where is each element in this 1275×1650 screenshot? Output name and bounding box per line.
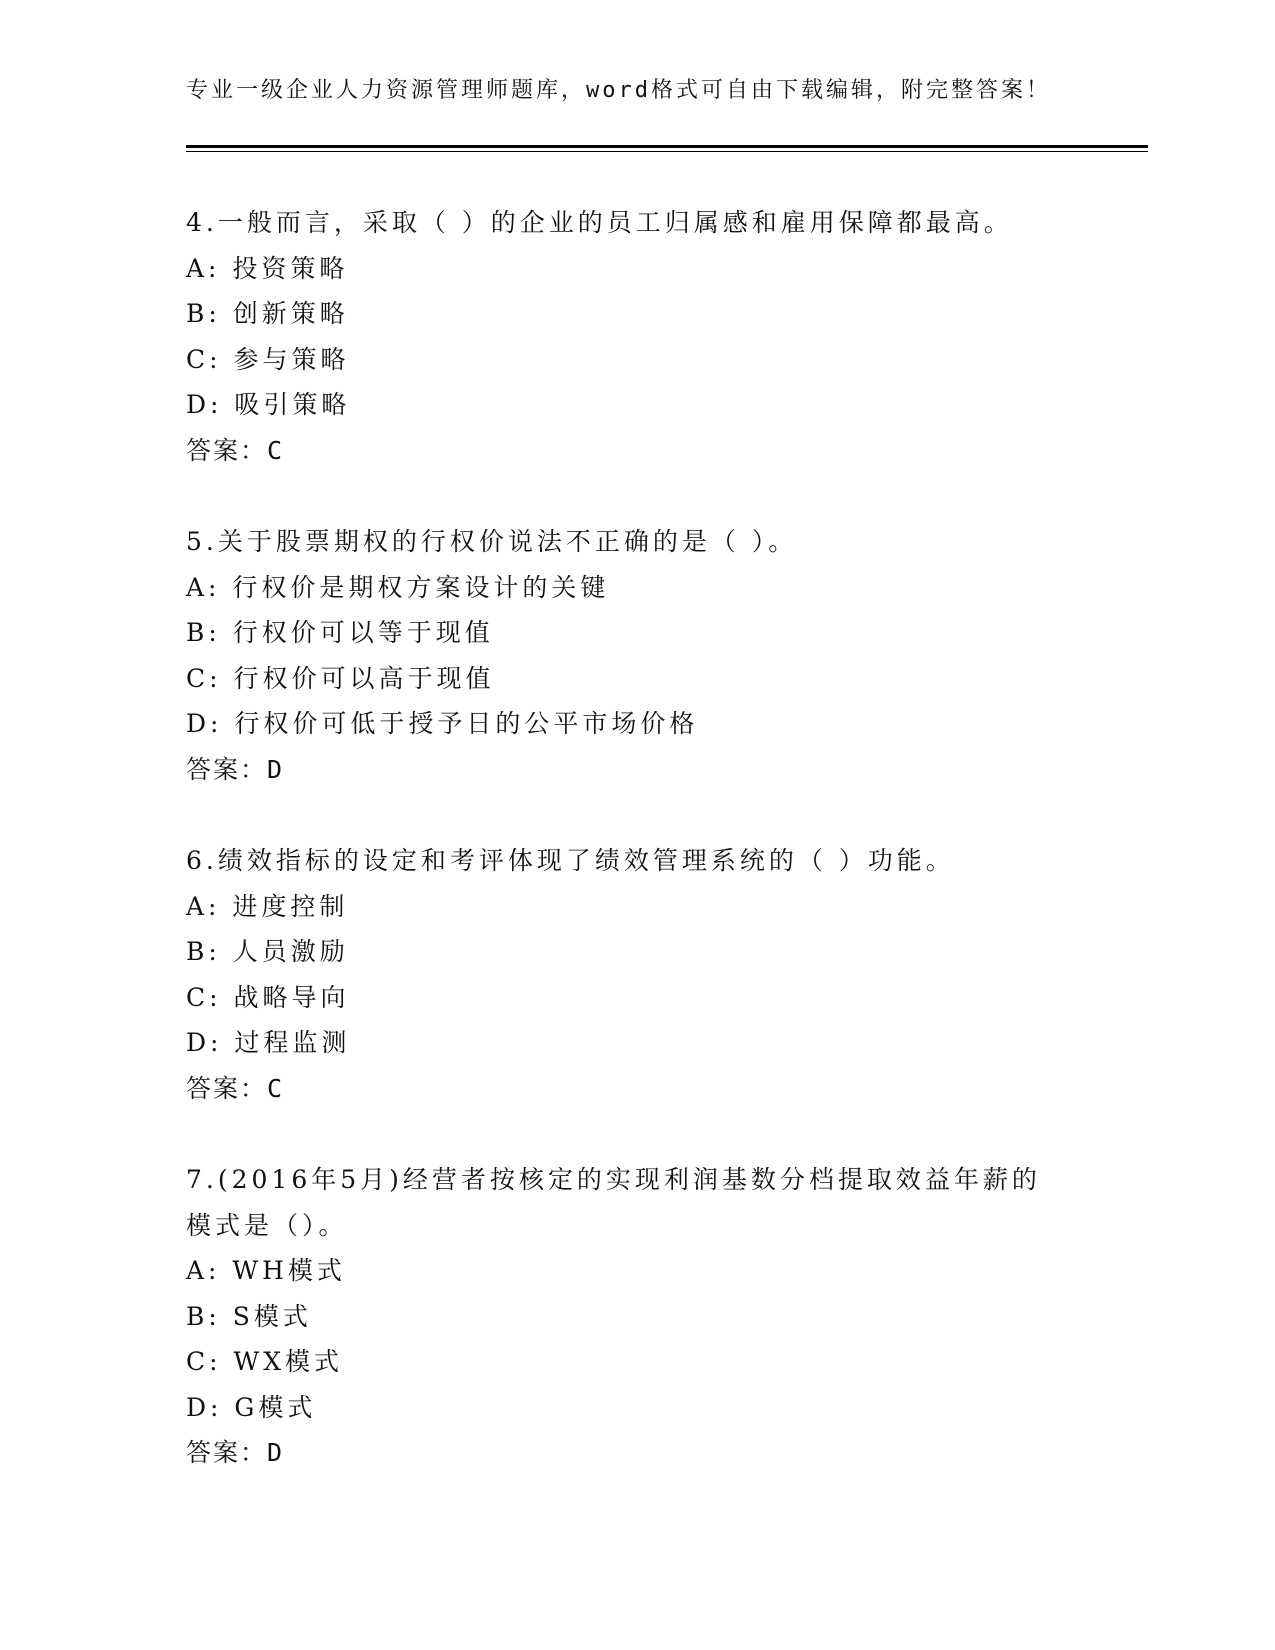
- question-title: 5.关于股票期权的行权价说法不正确的是（ ）。: [186, 527, 798, 556]
- answer-line: [186, 747, 1086, 793]
- header-divider-thin: [186, 151, 1148, 152]
- answer-value: D: [267, 1438, 285, 1467]
- answer-label: 答案：: [186, 435, 268, 465]
- option-c: C: 战略导向: [186, 982, 350, 1012]
- question-item: [186, 519, 1086, 792]
- answer-label: 答案：: [186, 754, 268, 784]
- option-d: D: 吸引策略: [186, 390, 351, 419]
- question-title: 7.(2016年5月)经营者按核定的实现利润基数分档提取效益年薪的模式是（）。: [186, 1165, 1041, 1240]
- question-title: 4.一般而言，采取（ ）的企业的员工归属感和雇用保障都最高。: [186, 208, 1013, 237]
- answer-line: [186, 428, 1086, 474]
- answer-label: 答案：: [186, 1438, 268, 1467]
- option-c: C: WX模式: [186, 1347, 343, 1376]
- option-a: A: 进度控制: [186, 891, 349, 921]
- answer-line: [186, 1066, 1086, 1112]
- option-d: D: G模式: [186, 1392, 317, 1422]
- question-item: [186, 200, 1086, 473]
- option-a: A: 行权价是期权方案设计的关键: [186, 572, 610, 602]
- header-divider-thick: [186, 145, 1148, 148]
- question-item: [186, 838, 1086, 1111]
- answer-line: [186, 1430, 1086, 1476]
- option-d: D: 行权价可低于授予日的公平市场价格: [186, 709, 699, 738]
- page-header-text: 专业一级企业人力资源管理师题库，word格式可自由下载编辑，附完整答案！: [186, 78, 1051, 103]
- option-b: B: 人员激励: [186, 937, 349, 966]
- answer-value: C: [267, 1073, 285, 1103]
- option-c: C: 行权价可以高于现值: [186, 663, 495, 693]
- option-a: A: 投资策略: [186, 253, 349, 283]
- option-b: B: S模式: [186, 1301, 312, 1331]
- question-title: 6.绩效指标的设定和考评体现了绩效管理系统的（ ）功能。: [186, 846, 955, 875]
- option-d: D: 过程监测: [186, 1028, 351, 1057]
- option-b: B: 创新策略: [186, 299, 349, 328]
- answer-value: C: [267, 435, 285, 465]
- option-b: B: 行权价可以等于现值: [186, 618, 494, 647]
- option-a: A: WH模式: [186, 1256, 346, 1285]
- answer-value: D: [267, 754, 285, 784]
- answer-label: 答案：: [186, 1073, 268, 1103]
- option-c: C: 参与策略: [186, 344, 350, 374]
- question-item: [186, 1157, 1086, 1476]
